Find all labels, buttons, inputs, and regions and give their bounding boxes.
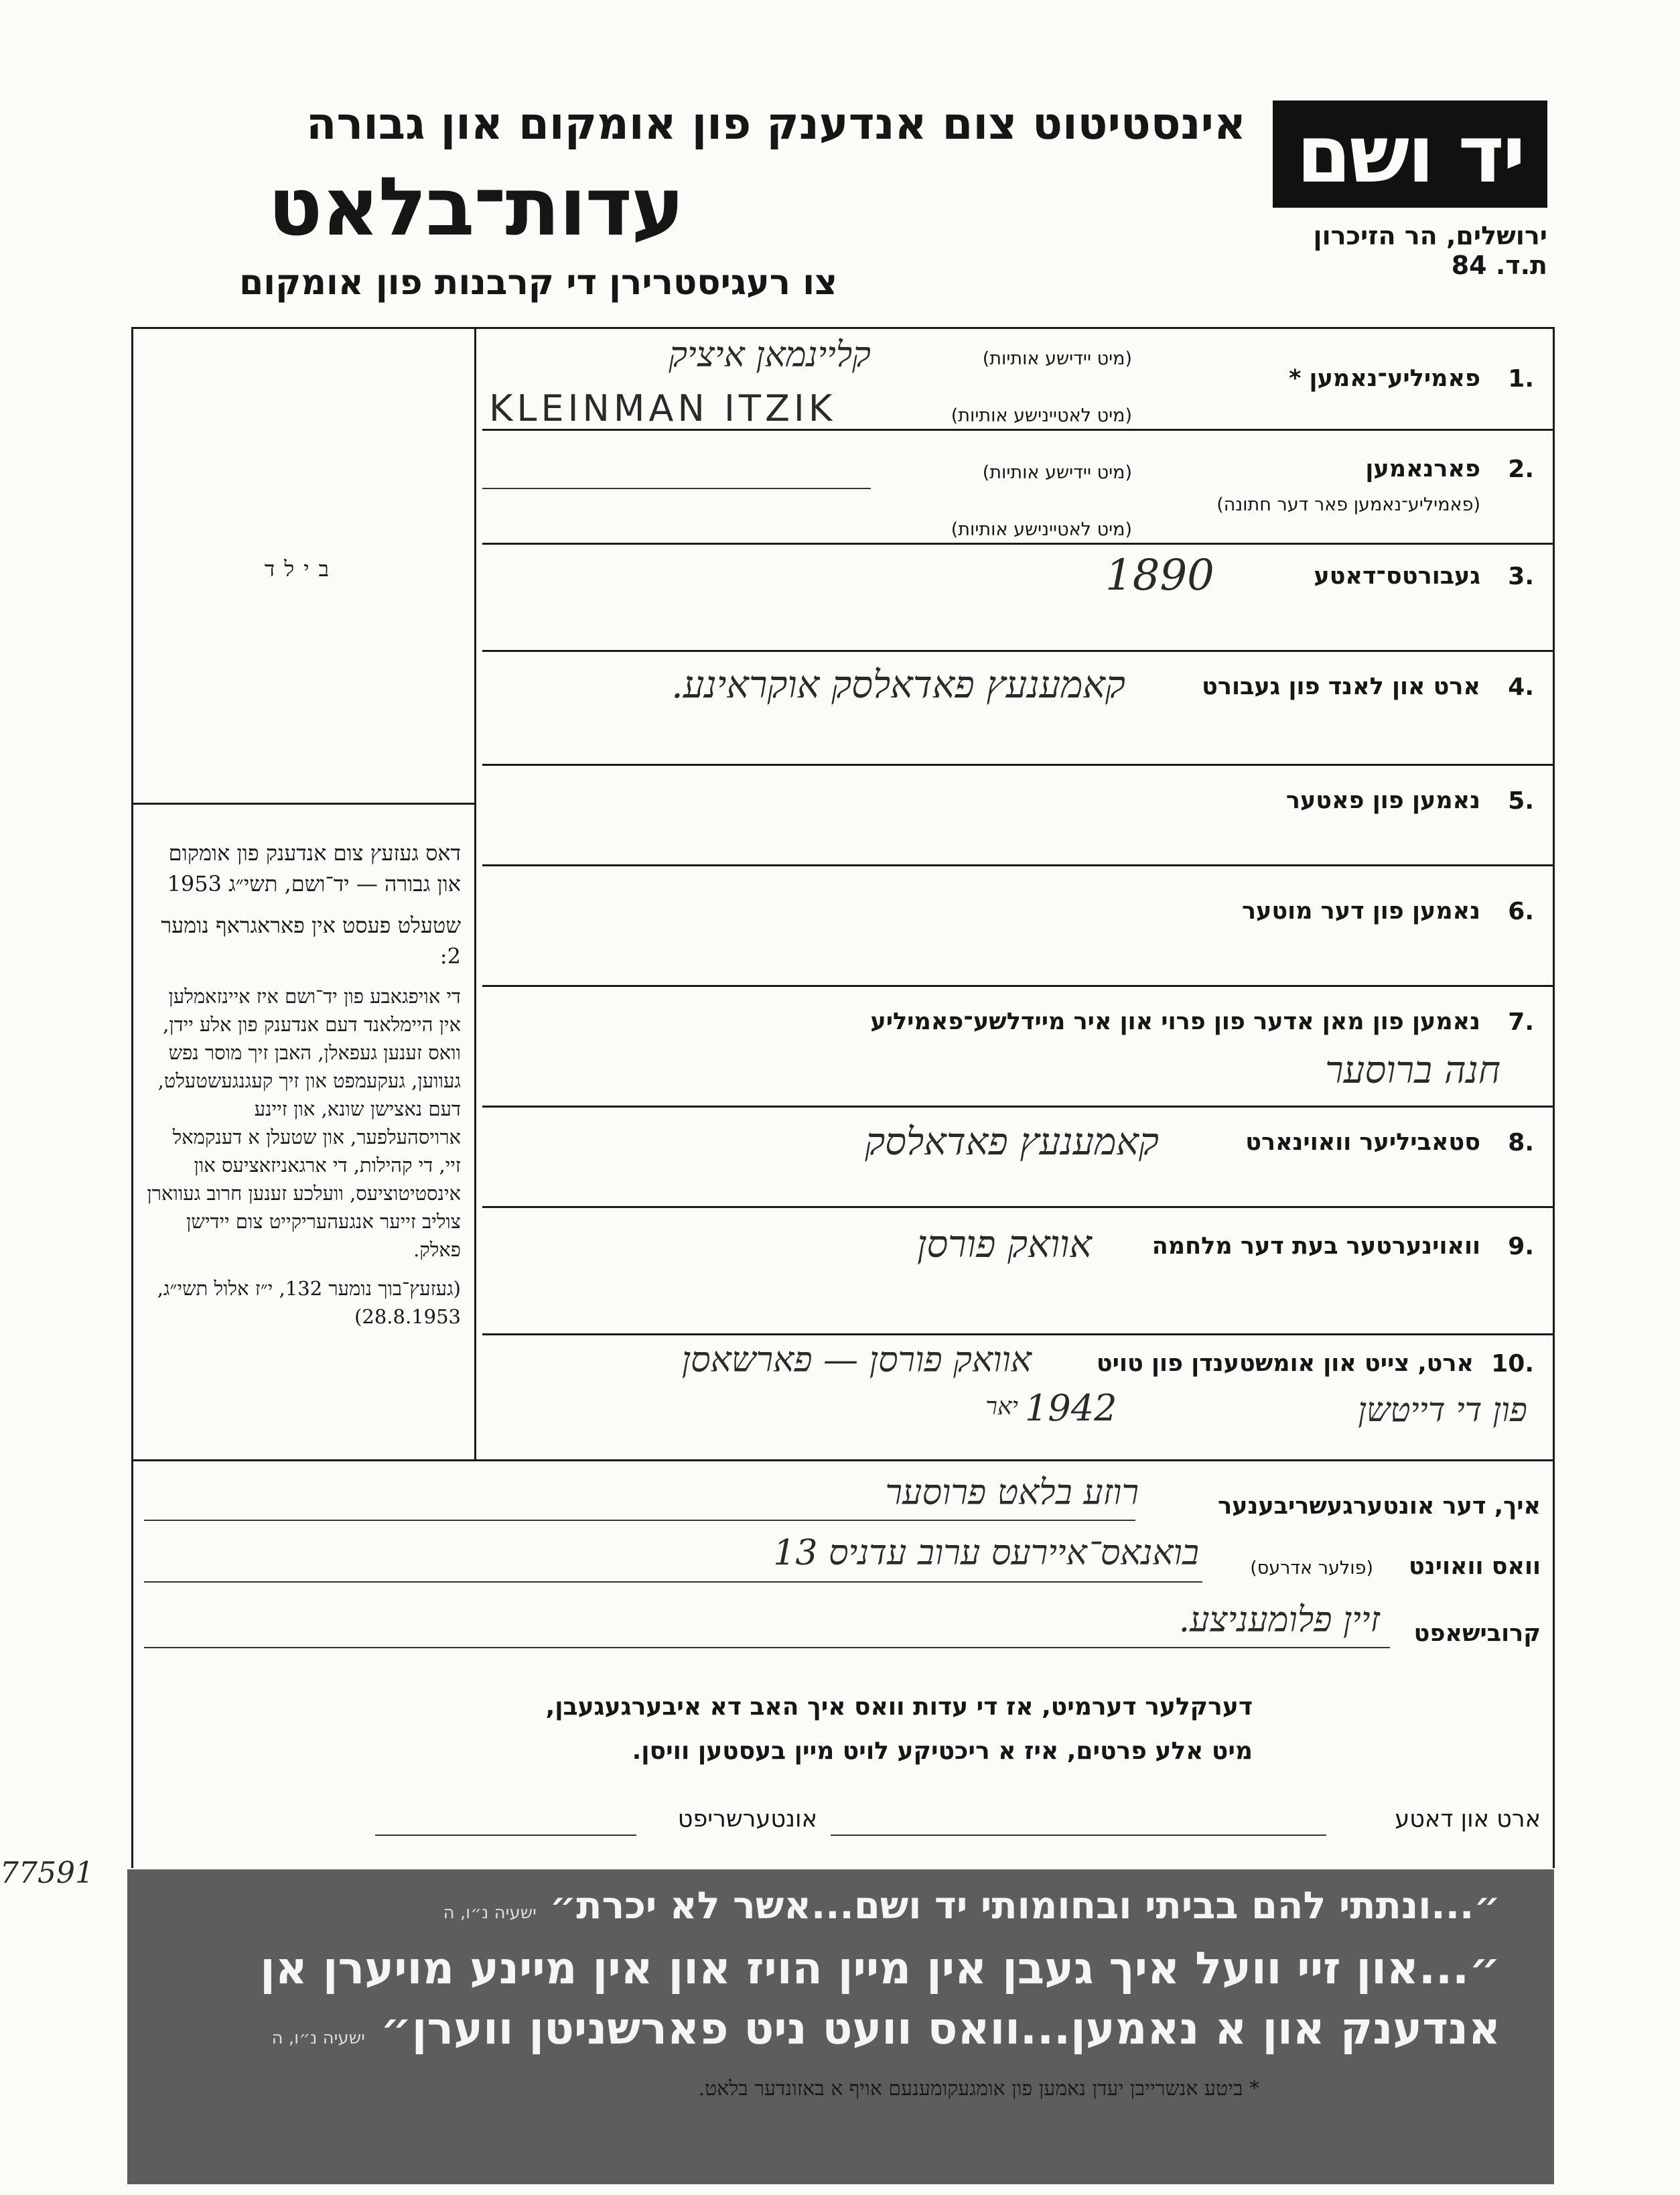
field-4-number: 4. — [1508, 673, 1534, 701]
reporter-address-line — [144, 1581, 1202, 1583]
yad-vashem-logo: יד ושם — [1296, 108, 1524, 200]
field-1-hint-yiddish: (מיט יידישע אותיות) — [982, 348, 1132, 369]
declaration-text: דערקלער דערמיט, אז די עדות וואס איך האב דא איבערגעגעבן, מיט אלע פרטים, איז א ריכטיקע לויט מיין בעסטען וויסן. — [545, 1693, 1253, 1765]
institute-name: אינסטיטוט צום אנדענק פון אומקום און גבורה — [306, 98, 1246, 149]
field-6-label: נאמען פון דער מוטער — [1241, 898, 1480, 925]
field-1-value-yiddish[interactable]: קליינמאן איציק — [669, 335, 871, 375]
field-9-value[interactable]: אוואק פורסן — [917, 1223, 1092, 1266]
reporter-name-label: איך, דער אונטערגעשריבענער — [1218, 1493, 1541, 1520]
field-2-note: (פאמיליע־נאמען פאר דער חתונה) — [1216, 494, 1480, 515]
place-date-label: ארט און דאטע — [1395, 1806, 1541, 1833]
logo-address: ירושלים, הר הזיכרון ת.ד. 84 — [1313, 221, 1547, 280]
reporter-address-hint: (פולער אדרעס) — [1250, 1558, 1373, 1579]
row-separator — [482, 764, 1554, 766]
field-9-number: 9. — [1508, 1233, 1534, 1260]
field-8-number: 8. — [1508, 1129, 1534, 1156]
field-8-label: סטאביליער וואוינארט — [1245, 1129, 1480, 1156]
photo-placeholder-label: בילד — [264, 556, 339, 582]
reporter-relation-value[interactable]: זיין פלומעניצע. — [1178, 1600, 1380, 1640]
field-7-value[interactable]: חנה ברוסער — [1325, 1049, 1500, 1092]
field-2-hint-yiddish: (מיט יידישע אותיות) — [982, 462, 1132, 483]
signature-label: אונטערשריפט — [677, 1806, 817, 1833]
photo-box-divider — [131, 803, 476, 805]
banner-hebrew-quote: ״...ונתתי להם בביתי ובחומותי יד ושם...אשר לא יכרת״ ישעיה נ״ו, ה — [443, 1884, 1500, 1928]
row-separator — [482, 985, 1554, 987]
reporter-address-label: וואס וואוינט — [1409, 1553, 1541, 1580]
field-6-number: 6. — [1508, 898, 1534, 925]
banner-yiddish-line-2: אנדענק און א נאמען...וואס וועט ניט פארשניטן ווערן״ ישעיה נ״ו, ה — [271, 2003, 1500, 2054]
field-4-value[interactable]: קאמענעץ פאדאלסק אוקראינע. — [671, 663, 1125, 707]
reporter-section-divider — [131, 1459, 1555, 1461]
field-2-hint-latin: (מיט לאטיינישע אותיות) — [951, 519, 1132, 540]
field-5-label: נאמען פון פאטער — [1285, 787, 1480, 814]
field-9-label: וואוינערטער בעת דער מלחמה — [1151, 1233, 1480, 1260]
field-2-label: פארנאמען — [1365, 456, 1480, 482]
field-2-number: 2. — [1508, 456, 1534, 483]
banner-source-1: ישעיה נ״ו, ה — [443, 1903, 537, 1923]
row-separator — [482, 864, 1554, 866]
field-1-label: פאמיליע־נאמען * — [1289, 365, 1480, 392]
field-1-value-latin[interactable]: KLEINMAN ITZIK — [489, 387, 837, 429]
row-separator — [482, 1333, 1554, 1335]
field-2-yiddish-line[interactable] — [482, 488, 871, 489]
field-8-value[interactable]: קאמענעץ פאדאלסק — [865, 1120, 1159, 1164]
page-subtitle: צו רעגיסטרירן די קרבנות פון אומקום — [239, 263, 837, 303]
field-10-value-year[interactable]: 1942 — [1025, 1387, 1117, 1429]
field-5-number: 5. — [1508, 787, 1534, 815]
field-10-value-line2[interactable]: פון די דייטשן — [1358, 1390, 1527, 1429]
field-1-hint-latin: (מיט לאטיינישע אותיות) — [951, 405, 1132, 426]
row-separator — [482, 1206, 1554, 1208]
field-10-value-line1[interactable]: אוואק פורסן — פארשאסן — [681, 1340, 1032, 1380]
field-7-number: 7. — [1508, 1008, 1534, 1036]
field-3-value[interactable]: 1890 — [1105, 551, 1214, 600]
law-text-block: דאס געזעץ צום אנדענק פון אומקום און גבורה — יד־ושם, תשי״ג 1953 שטעלט פעסט אין פאראגראף נומער 2: די אויפגאבע פון יד־ושם איז איינזאמלען אין היימלאנד דעם אנדענק פון אלע יידן, וואס זענען געפאלן, האבן זיך מוסר נפש געווען, געקעמפט און זיך קעגנגעשטעלט, דעם נאצישן שונא, און זיינע ארויסהעלפער, און שטעלן א דענקמאל זיי, די קהילות, די ארגאניזאציעס און אינסטיטוציעס, וועלכע זענען חרוב געווארן צוליב זייער אנגעהעריקייט צום יידישן פאלק. (געזעץ־בוך נומער 132, י״ז אלול תשי״ג, 28.8.1953) — [147, 840, 461, 1328]
banner-yiddish-line-1: ״...און זיי וועל איך געבן אין מיין הויז און אין מיינע מויערן אן — [260, 1942, 1500, 1994]
reporter-relation-label: קרובישאפט — [1413, 1620, 1541, 1647]
reporter-name-line — [144, 1520, 1135, 1521]
frame-right-border — [1553, 327, 1555, 1868]
place-date-line[interactable] — [831, 1835, 1326, 1836]
side-column-divider — [474, 327, 476, 1459]
field-3-label: געבורטס־דאטע — [1314, 563, 1480, 590]
banner-source-2: ישעיה נ״ו, ה — [271, 2028, 365, 2048]
frame-left-border — [131, 327, 133, 1868]
row-separator — [482, 1106, 1554, 1108]
field-3-number: 3. — [1508, 563, 1534, 590]
field-4-label: ארט און לאנד פון געבורט — [1202, 673, 1480, 700]
signature-line[interactable] — [375, 1835, 636, 1836]
frame-top-border — [131, 327, 1555, 329]
row-separator — [482, 543, 1554, 545]
field-10-value-year-word[interactable]: יאר — [985, 1393, 1018, 1420]
reporter-name-value[interactable]: רוזע בלאט פרוסער — [885, 1473, 1139, 1513]
field-10-label: ארט, צייט און אומשטענדן פון טויט — [1096, 1350, 1474, 1377]
field-1-number: 1. — [1508, 365, 1534, 393]
field-10-number: 10. — [1491, 1350, 1534, 1378]
reporter-address-value[interactable]: בואנאס־איירעס ערוב עדניס 13 — [773, 1533, 1199, 1573]
footnote: * ביטע אנשרייבן יעדן נאמען פון אומגעקומענעם אויף א באזונדער בלאט. — [698, 2077, 1259, 2101]
handwritten-margin-number: 77591 — [0, 1856, 94, 1890]
field-7-label: נאמען פון מאן אדער פון פרוי און איר מיידלשע־פאמיליע — [870, 1008, 1480, 1035]
page-title: עדות־בלאט — [267, 161, 683, 254]
row-separator — [482, 650, 1554, 652]
reporter-relation-line — [144, 1647, 1390, 1648]
